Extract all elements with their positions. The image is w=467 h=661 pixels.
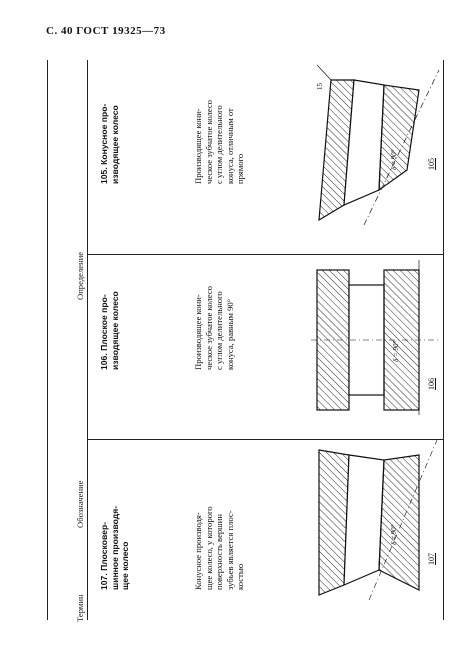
figure-106	[309, 255, 444, 420]
page-header: С. 40 ГОСТ 19325—73	[46, 25, 166, 37]
table-header-rule	[87, 60, 88, 620]
definition-105: Производящее кони- ческое зубчатое колесо с углом делительного конуса, отличным от прямого	[193, 100, 246, 184]
figure-107-angle-label: δ ≠ 90°	[390, 524, 398, 545]
term-105: 105. Конусное про- изводящее колесо	[99, 103, 120, 184]
definition-106: Производящее кони- ческое зубчатое колесо с углом делительного конуса, равным 90°	[193, 286, 235, 370]
column-header-symbol: Обозначение	[75, 480, 85, 528]
column-header-term: Термин	[75, 594, 85, 622]
figure-106-angle-label: δ = 90°	[392, 340, 400, 362]
column-header-definition: Определение	[75, 251, 85, 300]
figure-105-note: 15	[316, 83, 324, 90]
figure-106-label: 106	[427, 378, 436, 390]
term-106: 106. Плоское про- изводящее колесо	[99, 291, 120, 370]
term-107: 107. Плосковер- шинное производя- щее колесо	[99, 505, 131, 590]
figure-105-angle-label: δ ≠ 90°	[390, 149, 398, 170]
figure-107	[309, 435, 444, 605]
rotated-table	[47, 60, 447, 620]
figure-105-label: 105	[427, 158, 436, 170]
figure-105	[309, 60, 444, 230]
table-top-rule	[47, 60, 48, 620]
definition-107: Конусное производя- щее колесо, у которого поверхность вершин зубьев является плос- костью	[193, 506, 246, 590]
figure-107-label: 107	[427, 553, 436, 565]
